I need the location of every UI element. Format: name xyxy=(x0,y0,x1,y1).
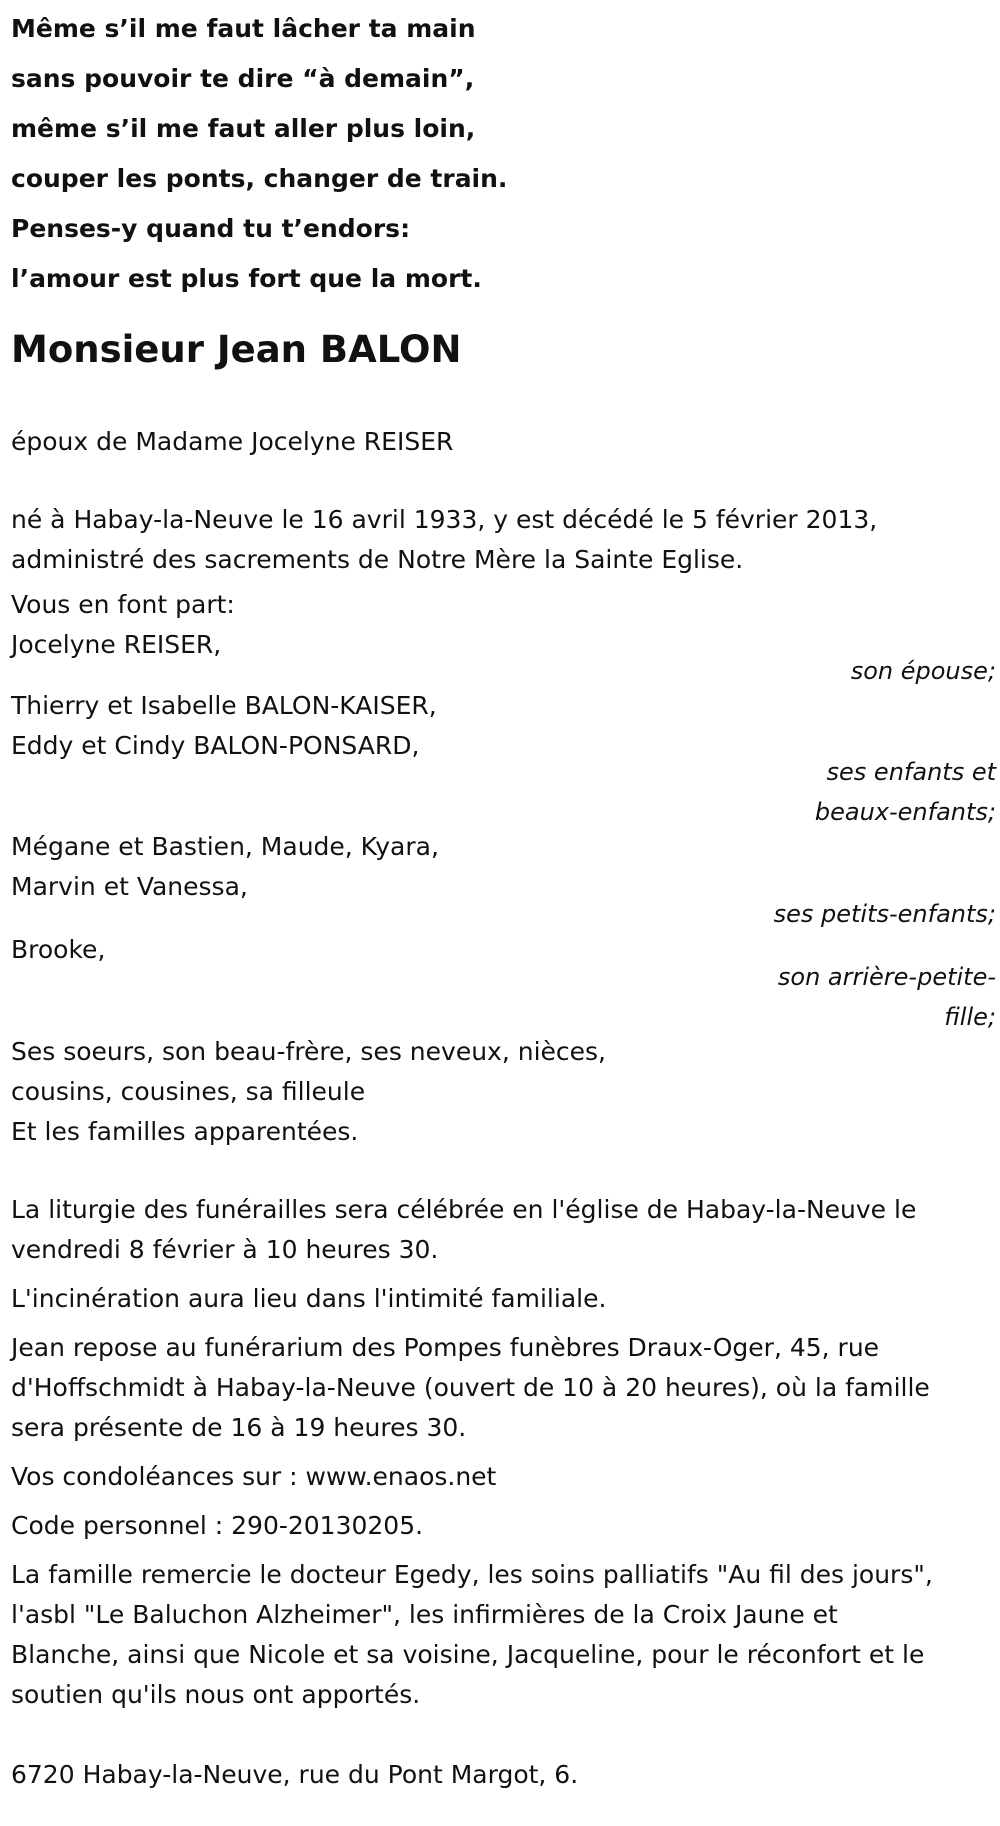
personal-code-line: Code personnel : 290-20130205. xyxy=(11,1511,424,1540)
spouse-line: époux de Madame Jocelyne REISER xyxy=(11,427,454,456)
deceased-name: Monsieur Jean BALON xyxy=(11,328,462,371)
birth-death-line: né à Habay-la-Neuve le 16 avril 1933, y est décédé le 5 février 2013, xyxy=(11,505,878,534)
liturgy-line: vendredi 8 février à 10 heures 30. xyxy=(11,1235,439,1264)
incineration-line: L'incinération aura lieu dans l'intimité familiale. xyxy=(11,1284,607,1313)
condolences-line: Vos condoléances sur : www.enaos.net xyxy=(11,1462,497,1491)
poem-line: Penses-y quand tu t’endors: xyxy=(11,214,411,243)
family-great-grandchild: Brooke, xyxy=(11,935,106,964)
children-role: ses enfants et beaux-enfants; xyxy=(814,758,996,826)
poem-line: sans pouvoir te dire “à demain”, xyxy=(11,64,475,93)
obituary-page xyxy=(11,0,996,1826)
spouse-role: son épouse; xyxy=(850,657,996,685)
sacraments-line: administré des sacrements de Notre Mère la Sainte Eglise. xyxy=(11,545,744,574)
family-grandchild: Mégane et Bastien, Maude, Kyara, xyxy=(11,832,439,861)
family-intro: Vous en font part: xyxy=(11,590,235,619)
family-others-line: Et les familles apparentées. xyxy=(11,1117,359,1146)
thanks-line: La famille remercie le docteur Egedy, les soins palliatifs "Au fil des jours", xyxy=(11,1560,933,1589)
poem-line: l’amour est plus fort que la mort. xyxy=(11,264,482,293)
thanks-line: Blanche, ainsi que Nicole et sa voisine, Jacqueline, pour le réconfort et le xyxy=(11,1640,925,1669)
family-child: Thierry et Isabelle BALON-KAISER, xyxy=(11,691,437,720)
family-spouse: Jocelyne REISER, xyxy=(11,630,222,659)
poem-line: même s’il me faut aller plus loin, xyxy=(11,114,476,143)
thanks-line: soutien qu'ils nous ont apportés. xyxy=(11,1680,421,1709)
rest-line: d'Hoffschmidt à Habay-la-Neuve (ouvert de 10 à 20 heures), où la famille xyxy=(11,1373,930,1402)
family-grandchild: Marvin et Vanessa, xyxy=(11,872,248,901)
family-child: Eddy et Cindy BALON-PONSARD, xyxy=(11,731,420,760)
rest-line: Jean repose au funérarium des Pompes funèbres Draux-Oger, 45, rue xyxy=(11,1333,880,1362)
poem xyxy=(11,4,991,304)
liturgy-line: La liturgie des funérailles sera célébrée en l'église de Habay-la-Neuve le xyxy=(11,1195,917,1224)
grandchildren-role: ses petits-enfants; xyxy=(773,900,996,928)
poem-line: Même s’il me faut lâcher ta main xyxy=(11,14,476,43)
poem-line: couper les ponts, changer de train. xyxy=(11,164,508,193)
great-grandchild-role: son arrière-petite- fille; xyxy=(777,963,996,1031)
address-line: 6720 Habay-la-Neuve, rue du Pont Margot, 6. xyxy=(11,1760,579,1789)
family-others-line: Ses soeurs, son beau-frère, ses neveux, nièces, xyxy=(11,1037,607,1066)
rest-line: sera présente de 16 à 19 heures 30. xyxy=(11,1413,467,1442)
thanks-line: l'asbl "Le Baluchon Alzheimer", les infirmières de la Croix Jaune et xyxy=(11,1600,838,1629)
family-others-line: cousins, cousines, sa filleule xyxy=(11,1077,366,1106)
